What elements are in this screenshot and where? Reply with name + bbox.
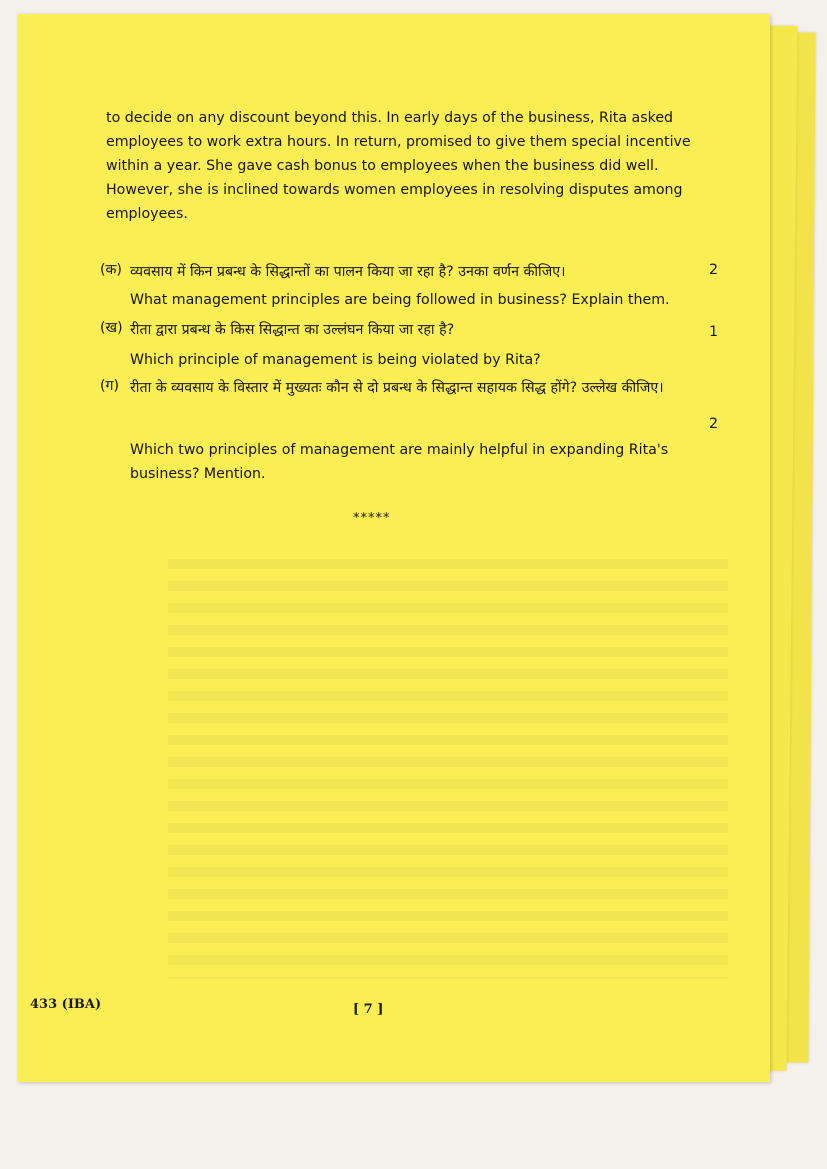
question-english-text: What management principles are being followed in business? Explain them. (130, 292, 670, 308)
question-hindi-text: व्यवसाय में किन प्रबन्ध के सिद्धान्तों का पालन किया जा रहा है? उनका वर्णन कीजिए। (130, 264, 566, 280)
question-label: (क) (100, 262, 122, 278)
question-english-text: Which principle of management is being violated by Rita? (130, 352, 541, 368)
question-kha (100, 318, 718, 374)
question-label: (ग) (100, 378, 120, 394)
page-number: [ 7 ] (353, 1002, 384, 1017)
question-marks: 2 (708, 416, 718, 432)
question-label: (ख) (100, 320, 123, 336)
show-through-text (168, 559, 728, 979)
end-of-paper-marker: ***** (353, 511, 391, 526)
passage-line: employees. (106, 206, 188, 222)
passage-line: to decide on any discount beyond this. In early days of the business, Rita asked (106, 110, 674, 126)
question-english-text: Which two principles of management are mainly helpful in expanding Rita's business? Mention. (130, 442, 669, 482)
question-paper-page (18, 14, 770, 1082)
question-marks: 1 (708, 324, 718, 340)
question-ga (100, 376, 718, 486)
question-hindi-text: रीता के व्यवसाय के विस्तार में मुख्यतः कौन से दो प्रबन्ध के सिद्धान्त सहायक सिद्ध होंगे? उल्लेख कीजिए। (130, 380, 664, 396)
question-marks: 2 (708, 262, 718, 278)
passage-line: However, she is inclined towards women employees in resolving disputes among (106, 182, 683, 198)
question-hindi-text: रीता द्वारा प्रबन्ध के किस सिद्धान्त का उल्लंघन किया जा रहा है? (130, 322, 455, 338)
passage-line: within a year. She gave cash bonus to employees when the business did well. (106, 158, 659, 174)
case-passage (106, 106, 718, 226)
question-ka (100, 260, 718, 316)
paper-code: 433 (IBA) (30, 997, 102, 1012)
passage-line: employees to work extra hours. In return, promised to give them special incentive (106, 134, 691, 150)
